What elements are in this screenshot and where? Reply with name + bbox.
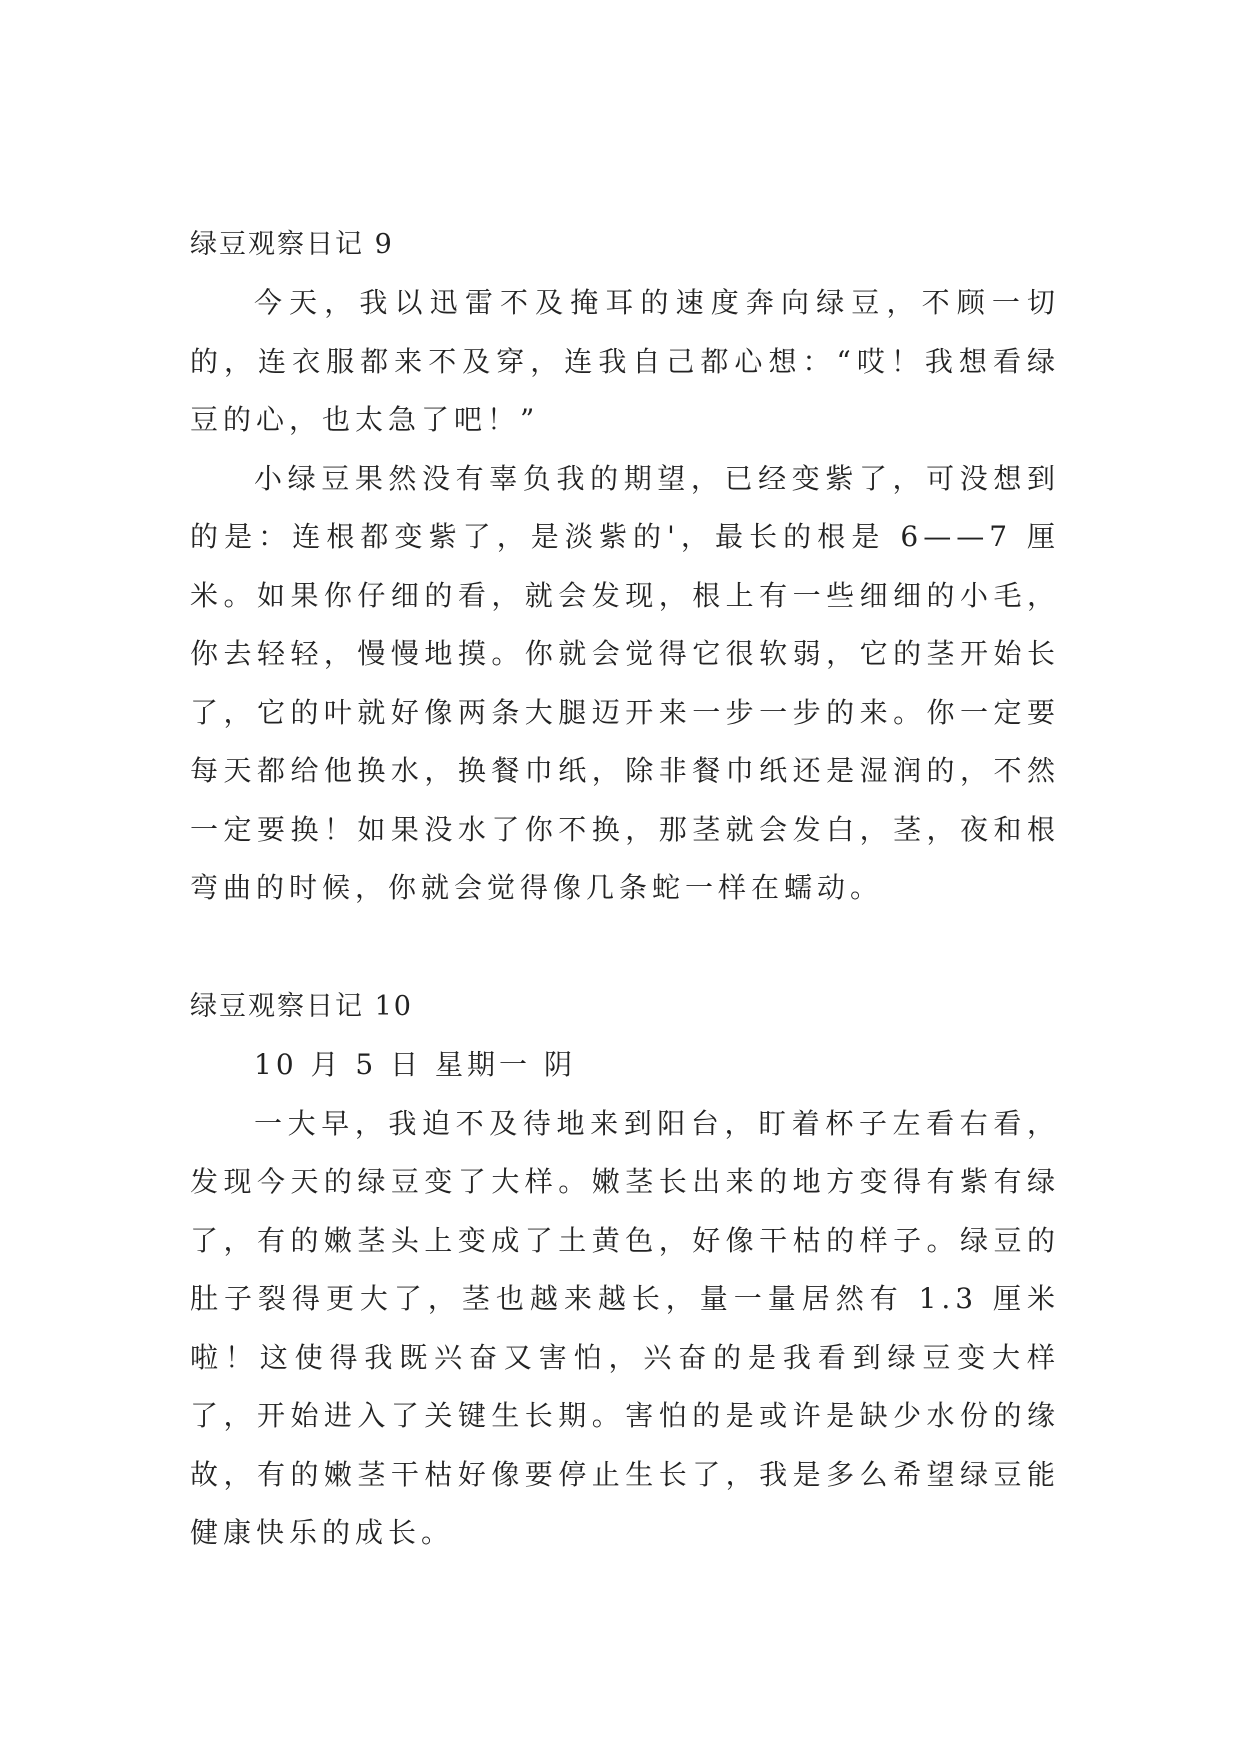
entry-heading: 绿豆观察日记 9 <box>190 229 394 260</box>
entry-paragraph: 小绿豆果然没有辜负我的期望，已经变紫了，可没想到的是：连根都变紫了，是淡紫的'，最长的根是 6——7 厘米。如果你仔细的看，就会发现，根上有一些细细的小毛，你去轻轻，慢慢地摸。你就会觉得它很软弱，它的茎开始长了，它的叶就好像两条大腿迈开来一步一步的来。你一定要每天都给他换水，换餐巾纸，除非餐巾纸还是湿润的，不然一定要换！如果没水了你不换，那茎就会发白，茎，夜和根弯曲的时候，你就会觉得像几条蛇一样在蠕动。 <box>190 461 1060 904</box>
entry-paragraph: 一大早，我迫不及待地来到阳台，盯着杯子左看右看，发现今天的绿豆变了大样。嫩茎长出来的地方变得有紫有绿了，有的嫩茎头上变成了土黄色，好像干枯的样子。绿豆的肚子裂得更大了，茎也越来越长，量一量居然有 1.3 厘米啦！这使得我既兴奋又害怕，兴奋的是我看到绿豆变大样了，开始进入了关键生长期。害怕的是或许是缺少水份的缘故，有的嫩茎干枯好像要停止生长了，我是多么希望绿豆能健康快乐的成长。 <box>190 1106 1060 1549</box>
diary-entry-9 <box>190 216 1060 918</box>
entry-heading: 绿豆观察日记 10 <box>190 991 413 1022</box>
entry-date-line: 10 月 5 日 星期一 阴 <box>254 1048 576 1081</box>
entry-paragraph: 今天，我以迅雷不及掩耳的速度奔向绿豆，不顾一切的，连衣服都来不及穿，连我自己都心想：“哎！我想看绿豆的心，也太急了吧！” <box>190 286 1060 436</box>
diary-entry-10 <box>190 978 1060 1563</box>
